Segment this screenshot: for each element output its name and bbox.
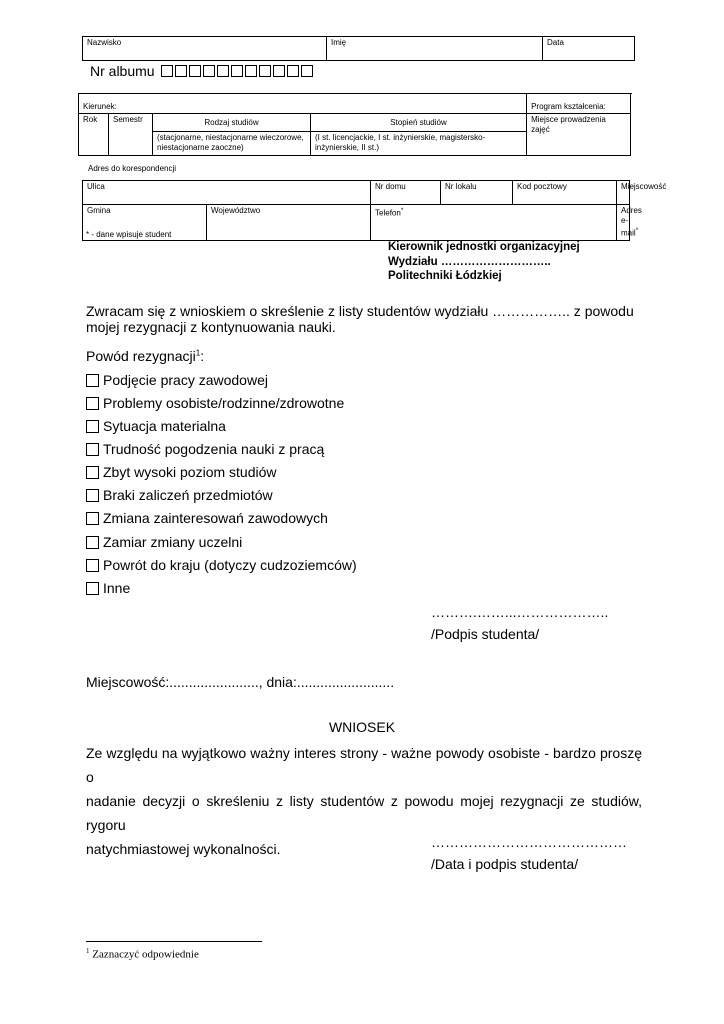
signature-label: /Podpis studenta/: [431, 626, 540, 642]
reason-option[interactable]: Braki zaliczeń przedmiotów: [86, 487, 273, 503]
checkbox[interactable]: [86, 512, 99, 525]
checkbox[interactable]: [86, 443, 99, 456]
reason-option[interactable]: Zbyt wysoki poziom studiów: [86, 464, 277, 480]
signature2-label: /Data i podpis studenta/: [431, 856, 579, 872]
voivodeship-cell[interactable]: Województwo: [207, 205, 371, 241]
album-digit-box[interactable]: [259, 65, 271, 77]
album-digit-box[interactable]: [203, 65, 215, 77]
year-cell[interactable]: Rok: [79, 114, 109, 156]
address-label: Adres do korespondencji: [88, 164, 177, 173]
album-digit-box[interactable]: [273, 65, 285, 77]
addressee-line2: Wydziału ………………………..: [388, 255, 551, 268]
album-digit-box[interactable]: [217, 65, 229, 77]
study-type-note[interactable]: (stacjonarne, niestacjonarne wieczorowe, niestacjonarne zaoczne): [153, 132, 311, 156]
album-label: Nr albumu: [90, 63, 155, 79]
commune-cell[interactable]: Gmina: [83, 205, 207, 241]
album-digit-box[interactable]: [245, 65, 257, 77]
addressee-line3: Politechniki Łódzkiej: [388, 270, 502, 282]
checkbox[interactable]: [86, 466, 99, 479]
reason-option[interactable]: Problemy osobiste/rodzinne/zdrowotne: [86, 395, 344, 411]
wniosek-line2: nadanie decyzji o skreśleniu z listy studentów z powodu mojej rezygnacji ze studiów, rygoru: [86, 793, 642, 833]
date-cell[interactable]: Data: [543, 37, 635, 61]
checkbox[interactable]: [86, 559, 99, 572]
name-cell[interactable]: Imię: [327, 37, 543, 61]
album-digit-box[interactable]: [287, 65, 299, 77]
reason-option[interactable]: Trudność pogodzenia nauki z pracą: [86, 441, 324, 457]
wniosek-line3: natychmiastowej wykonalności.: [86, 841, 281, 857]
album-digit-box[interactable]: [189, 65, 201, 77]
request-text: [86, 303, 634, 335]
footnote-divider: [86, 941, 262, 942]
request-line2: mojej rezygnacji z kontynuowania nauki.: [86, 319, 336, 335]
student-note: * - dane wpisuje student: [86, 230, 172, 239]
footnote: $^1$ Zaznaczyć odpowiednie: [86, 947, 199, 961]
album-digit-box[interactable]: [231, 65, 243, 77]
header-table: [82, 36, 635, 61]
study-level-header: Stopień studiów: [311, 114, 527, 132]
reason-option[interactable]: Sytuacja materialna: [86, 418, 226, 434]
checkbox[interactable]: [86, 397, 99, 410]
email-cell[interactable]: Adres e-mail*: [617, 205, 630, 241]
place-date[interactable]: Miejscowość:......................., dnia:.........................: [86, 674, 395, 690]
addressee-line1: Kierownik jednostki organizacyjnej: [388, 241, 580, 253]
album-digit-box[interactable]: [161, 65, 173, 77]
reason-option[interactable]: Podjęcie pracy zawodowej: [86, 372, 268, 388]
reason-option[interactable]: Powrót do kraju (dotyczy cudzoziemców): [86, 557, 357, 573]
checkbox[interactable]: [86, 489, 99, 502]
reason-option[interactable]: Inne: [86, 580, 130, 596]
study-table: [78, 93, 631, 156]
checkbox[interactable]: [86, 374, 99, 387]
wniosek-title: WNIOSEK: [328, 719, 396, 735]
checkbox[interactable]: [86, 420, 99, 433]
location-cell[interactable]: Miejsce prowadzenia zajęć: [527, 114, 631, 156]
reason-option[interactable]: Zmiana zainteresowań zawodowych: [86, 510, 328, 526]
wniosek-line1: Ze względu na wyjątkowo ważny interes strony - ważne powody osobiste - bardzo proszę o: [86, 745, 642, 785]
album-digit-box[interactable]: [175, 65, 187, 77]
surname-cell[interactable]: Nazwisko: [83, 37, 327, 61]
house-cell[interactable]: Nr domu: [371, 181, 441, 205]
study-level-note[interactable]: (I st. licencjackie, I st. inżynierskie, magistersko-inżynierskie, II st.): [311, 132, 527, 156]
program-cell[interactable]: Program kształcenia:: [527, 94, 631, 114]
street-cell[interactable]: Ulica: [83, 181, 371, 205]
album-number: [90, 63, 315, 79]
study-type-header: Rodzaj studiów: [153, 114, 311, 132]
flat-cell[interactable]: Nr lokalu: [441, 181, 513, 205]
checkbox[interactable]: [86, 582, 99, 595]
album-boxes[interactable]: [161, 63, 315, 79]
addressee: [388, 240, 580, 284]
reason-option[interactable]: Zamiar zmiany uczelni: [86, 534, 242, 550]
signature-dots[interactable]: ……….……...………………..: [431, 604, 609, 620]
field-cell[interactable]: Kierunek:: [79, 94, 527, 114]
album-digit-box[interactable]: [301, 65, 313, 77]
checkbox[interactable]: [86, 536, 99, 549]
request-line1: Zwracam się z wnioskiem o skreślenie z listy studentów wydziału …………….. z powodu: [86, 303, 634, 319]
signature2-dots[interactable]: ……………………………………: [431, 834, 627, 850]
postal-cell[interactable]: Kod pocztowy: [513, 181, 617, 205]
phone-cell[interactable]: Telefon*: [371, 205, 617, 241]
city-cell[interactable]: Miejscowość: [617, 181, 630, 205]
reasons-label: Powód rezygnacji$^1$:: [86, 348, 205, 364]
semester-cell[interactable]: Semestr: [109, 114, 153, 156]
